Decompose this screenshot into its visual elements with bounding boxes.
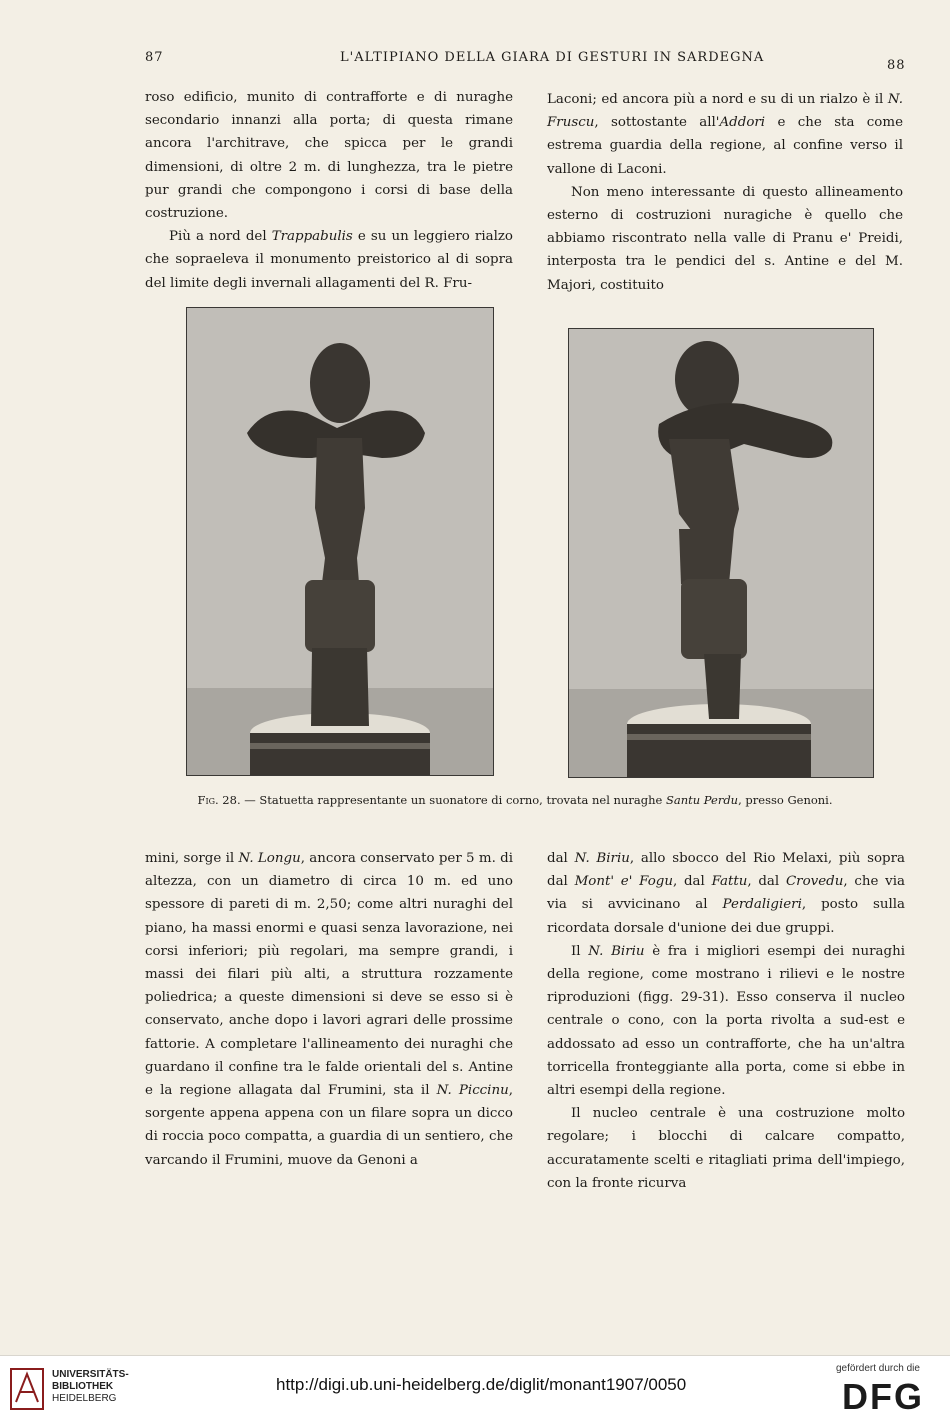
paragraph: Non meno interessante di questo allineamento esterno di costruzioni nuragiche è quello che abbiamo riscontrato nella valle di Pranu e' Preidi, interposta tra le pendici del s. Antine e del M. Majori, costituito: [547, 184, 903, 293]
paragraph: dal N. Biriu, allo sbocco del Rio Melaxi, più sopra dal Mont' e' Fogu, dal Fattu, dal Crovedu, che via via si avvicinano al Perdaligieri, posto sulla ricordata dorsale d'unione dei due gruppi.: [547, 851, 906, 936]
paragraph: Il nucleo centrale è una costruzione molto regolare; i blocchi di calcare compatto, accuratamente scelti e ritagliati prima dell'impiego, con la fronte ricurva: [547, 1106, 905, 1191]
statuette-photo-front: [186, 307, 494, 776]
left-column-bottom: [145, 847, 513, 1172]
right-column-top: [547, 88, 903, 297]
figure-caption: Fig. 28. — Statuetta rappresentante un suonatore di corno, trovata nel nuraghe Santu Perdu, presso Genoni.: [197, 793, 833, 807]
footer-bar: [0, 1355, 950, 1424]
right-column-bottom: [547, 847, 905, 1195]
paragraph: Più a nord del Trappabulis e su un leggiero rialzo che sopraeleva il monumento preistorico al di sopra del limite degli invernali allagamenti del R. Fru-: [145, 229, 513, 291]
page-number-left: 87: [145, 50, 164, 65]
paragraph: Il N. Biriu è fra i migliori esempi dei nuraghi della regione, come mostrano i rilievi e le nostre riproduzioni (figg. 29-31). Esso conserva il nucleo centrale o cono, con la porta rivolta a sud-est e addossato ad esso un contrafforte, che ha un'altra torricella fronteggiante alla porta, come si ebbe in altri esempi della regione.: [547, 943, 905, 1099]
statuette-photo-side: [568, 328, 874, 778]
funding-label: gefördert durch die: [836, 1363, 920, 1374]
dfg-logo[interactable]: DFG: [842, 1376, 924, 1417]
university-seal-icon[interactable]: [10, 1368, 44, 1410]
running-title: L'ALTIPIANO DELLA GIARA DI GESTURI IN SARDEGNA: [340, 50, 765, 65]
permalink-url[interactable]: http://digi.ub.uni-heidelberg.de/diglit/monant1907/0050: [276, 1375, 687, 1394]
library-name[interactable]: UNIVERSITÄTS- BIBLIOTHEK HEIDELBERG: [52, 1369, 129, 1404]
left-column-top: [145, 86, 513, 295]
page-number-right: 88: [887, 58, 906, 73]
paragraph: Laconi; ed ancora più a nord e su di un rialzo è il N. Fruscu, sottostante all'Addori e che sta come estrema guardia della regione, al confine verso il vallone di Laconi.: [547, 92, 903, 177]
paragraph: mini, sorge il N. Longu, ancora conservato per 5 m. di altezza, con un diametro di circa 10 m. ed uno spessore di pareti di m. 2,50; come altri nuraghi del piano, ha massi enormi e quasi senza lavorazione, nei corsi inferiori; più regolari, ma sempre grandi, i massi dei filari più alti, a struttura rozzamente poliedrica; a queste dimensioni si deve se esso si è conservato, anche dopo i lavori agrari delle prossime fattorie. A completare l'allineamento dei nuraghi che guardano il confine tra le falde orientali del s. Antine e la regione allagata dal Frumini, sta il N. Piccinu, sorgente appena appena con un filare sopra un dicco di roccia poco compatta, a guardia di un sentiero, che varcando il Frumini, muove da Genoni a: [145, 851, 513, 1168]
paragraph: roso edificio, munito di contrafforte e di nuraghe secondario innanzi alla porta; di questa rimane ancora l'architrave, che spicca per le grandi dimensioni, di oltre 2 m. di lunghezza, tra le pietre pur grandi che compongono i corsi di base della costruzione.: [145, 90, 513, 222]
